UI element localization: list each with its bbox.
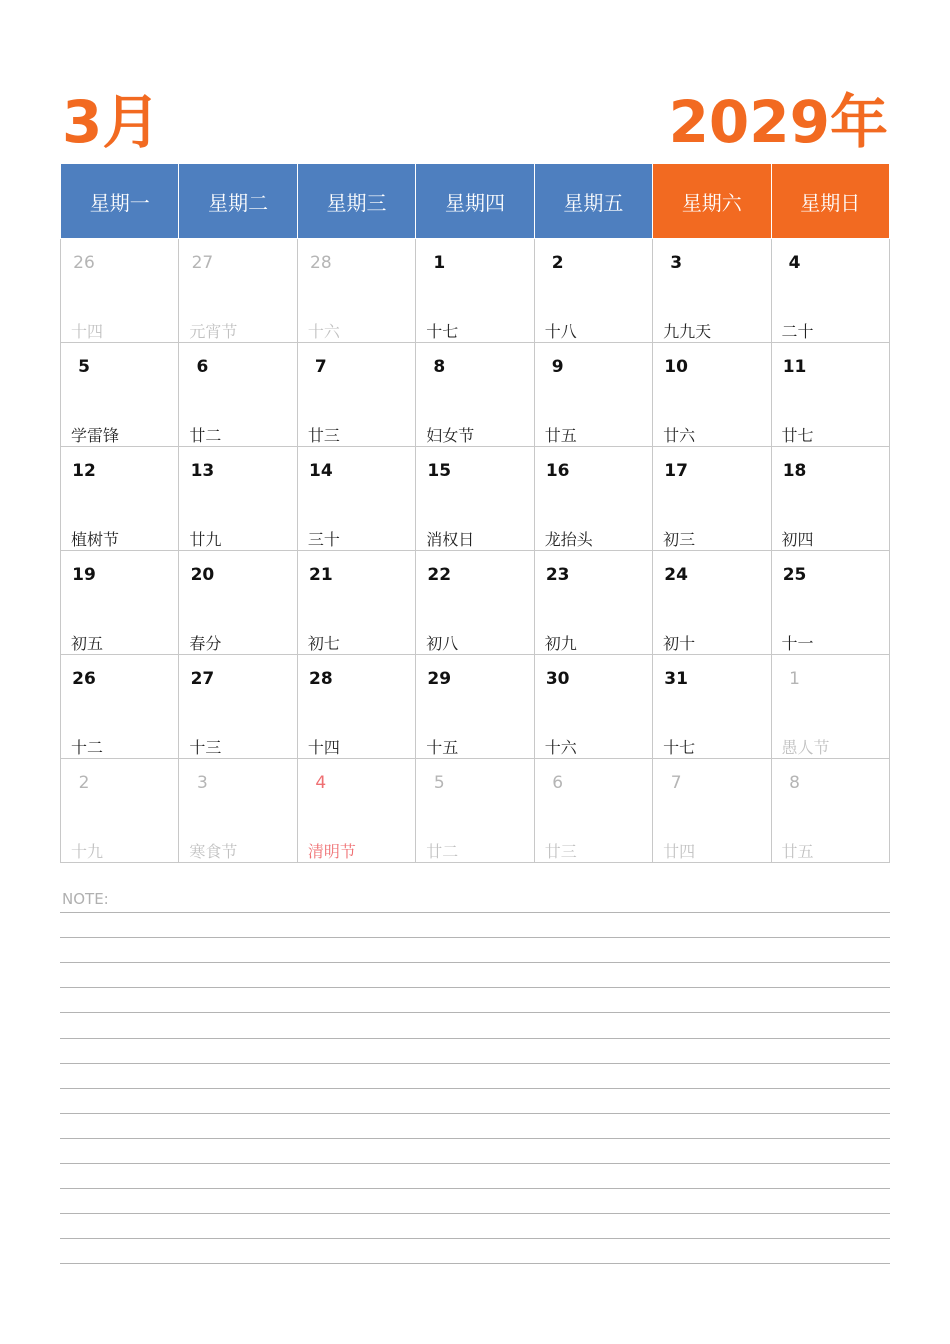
- day-cell[interactable]: [534, 239, 652, 343]
- lunar-label: 十七: [663, 738, 696, 757]
- day-number: 20: [190, 565, 215, 585]
- day-number: 15: [427, 461, 452, 481]
- day-cell-other-month[interactable]: [179, 759, 297, 863]
- weekday-header: 星期一: [61, 164, 179, 239]
- lunar-label: 消权日: [426, 530, 475, 549]
- lunar-label: 寒食节: [189, 842, 238, 861]
- day-number: 21: [309, 565, 333, 585]
- weekday-header: 星期五: [534, 164, 652, 239]
- lunar-label: 九九天: [663, 322, 712, 341]
- day-number: 14: [309, 461, 333, 481]
- day-number: 7: [670, 773, 682, 793]
- note-label: NOTE:: [62, 890, 109, 908]
- day-cell-other-month[interactable]: [771, 655, 889, 759]
- note-line: [60, 937, 890, 938]
- day-cell-other-month[interactable]: [771, 759, 889, 863]
- lunar-label: 三十: [307, 530, 340, 549]
- lunar-label: 十九: [71, 842, 104, 861]
- day-cell-other-month[interactable]: [297, 759, 415, 863]
- calendar-grid: [60, 163, 890, 863]
- day-cell[interactable]: [61, 655, 179, 759]
- day-cell[interactable]: [61, 447, 179, 551]
- day-number: 24: [664, 565, 688, 585]
- note-line: [60, 1012, 890, 1013]
- day-number: 27: [191, 253, 214, 273]
- day-number: 29: [427, 669, 452, 689]
- day-cell[interactable]: [416, 343, 534, 447]
- weekday-header-row: [61, 164, 890, 239]
- day-cell[interactable]: [653, 447, 771, 551]
- day-number: 26: [73, 253, 95, 273]
- day-cell[interactable]: [297, 655, 415, 759]
- day-number: 16: [545, 461, 570, 481]
- day-number: 5: [433, 773, 445, 793]
- day-cell[interactable]: [61, 551, 179, 655]
- day-cell[interactable]: [534, 343, 652, 447]
- day-number: 6: [196, 357, 209, 377]
- note-line: [60, 1038, 890, 1039]
- note-line: [60, 1263, 890, 1264]
- day-cell[interactable]: [534, 551, 652, 655]
- lunar-label: 廿三: [307, 426, 340, 445]
- day-number: 23: [545, 565, 570, 585]
- lunar-label: 清明节: [307, 842, 356, 861]
- day-cell[interactable]: [61, 343, 179, 447]
- day-number: 4: [315, 773, 327, 793]
- note-line: [60, 1213, 890, 1214]
- day-number: 2: [551, 253, 564, 273]
- lunar-label: 龙抬头: [544, 530, 593, 549]
- lunar-label: 廿四: [663, 842, 696, 861]
- lunar-label: 十六: [307, 322, 340, 341]
- day-number: 13: [190, 461, 215, 481]
- lunar-label: 十六: [544, 738, 577, 757]
- day-cell[interactable]: [653, 343, 771, 447]
- day-number: 3: [197, 773, 208, 793]
- lunar-label: 廿七: [781, 426, 814, 445]
- week-row: [61, 239, 890, 343]
- day-number: 31: [664, 669, 688, 689]
- lunar-label: 廿二: [189, 426, 222, 445]
- week-row: [61, 447, 890, 551]
- lunar-label: 十四: [71, 322, 104, 341]
- lunar-label: 初五: [71, 634, 104, 653]
- weekend-header: 星期日: [771, 164, 889, 239]
- day-cell-other-month[interactable]: [653, 759, 771, 863]
- day-number: 12: [72, 461, 96, 481]
- day-cell[interactable]: [771, 447, 889, 551]
- lunar-label: 廿二: [426, 842, 459, 861]
- day-cell[interactable]: [297, 343, 415, 447]
- day-number: 5: [78, 357, 90, 377]
- lunar-label: 十四: [307, 738, 340, 757]
- day-number: 22: [427, 565, 452, 585]
- day-number: 11: [782, 357, 807, 377]
- day-number: 17: [664, 461, 688, 481]
- month-title: 3月: [62, 88, 161, 156]
- lunar-label: 元宵节: [189, 322, 238, 341]
- lunar-label: 妇女节: [426, 426, 475, 445]
- lunar-label: 初十: [663, 634, 696, 653]
- lunar-label: 学雷锋: [71, 426, 120, 445]
- day-number: 1: [433, 253, 446, 273]
- day-number: 3: [670, 253, 683, 273]
- lunar-label: 春分: [189, 634, 222, 653]
- day-number: 2: [78, 773, 90, 793]
- day-cell[interactable]: [416, 551, 534, 655]
- day-cell-other-month[interactable]: [61, 239, 179, 343]
- day-number: 6: [552, 773, 564, 793]
- day-number: 8: [789, 773, 800, 793]
- day-number: 28: [309, 669, 333, 689]
- day-number: 18: [782, 461, 807, 481]
- day-cell-other-month[interactable]: [416, 759, 534, 863]
- day-number: 8: [433, 357, 446, 377]
- day-cell-other-month[interactable]: [534, 759, 652, 863]
- lunar-label: 初九: [544, 634, 577, 653]
- lunar-label: 十一: [781, 634, 814, 653]
- day-cell[interactable]: [653, 239, 771, 343]
- day-cell[interactable]: [179, 447, 297, 551]
- day-cell[interactable]: [416, 239, 534, 343]
- week-row: [61, 759, 890, 863]
- weekend-header: 星期六: [653, 164, 771, 239]
- year-title: 2029年: [668, 88, 888, 156]
- lunar-label: 二十: [781, 322, 814, 341]
- day-cell[interactable]: [653, 655, 771, 759]
- lunar-label: 廿九: [189, 530, 222, 549]
- note-line: [60, 1163, 890, 1164]
- week-row: [61, 655, 890, 759]
- day-cell[interactable]: [771, 551, 889, 655]
- day-cell[interactable]: [179, 655, 297, 759]
- day-number: 19: [72, 565, 96, 585]
- lunar-label: 十二: [71, 738, 104, 757]
- lunar-label: 廿五: [781, 842, 814, 861]
- day-cell[interactable]: [534, 447, 652, 551]
- lunar-label: 廿三: [544, 842, 577, 861]
- day-number: 7: [314, 357, 327, 377]
- day-cell[interactable]: [416, 655, 534, 759]
- note-line: [60, 987, 890, 988]
- note-line: [60, 912, 890, 913]
- day-cell[interactable]: [771, 343, 889, 447]
- lunar-label: 廿六: [663, 426, 696, 445]
- day-number: 26: [72, 669, 96, 689]
- lunar-label: 初三: [663, 530, 696, 549]
- weekday-header: 星期三: [297, 164, 415, 239]
- day-number: 10: [664, 357, 688, 377]
- lunar-label: 初八: [426, 634, 459, 653]
- day-cell-other-month[interactable]: [61, 759, 179, 863]
- note-line: [60, 1238, 890, 1239]
- lunar-label: 十八: [544, 322, 577, 341]
- note-line: [60, 962, 890, 963]
- day-cell[interactable]: [297, 551, 415, 655]
- note-line: [60, 1088, 890, 1089]
- lunar-label: 植树节: [71, 530, 120, 549]
- day-number: 27: [190, 669, 215, 689]
- day-cell[interactable]: [179, 551, 297, 655]
- note-line: [60, 1188, 890, 1189]
- day-number: 1: [789, 669, 800, 689]
- lunar-label: 愚人节: [781, 738, 830, 757]
- lunar-label: 十五: [426, 738, 459, 757]
- lunar-label: 廿五: [544, 426, 577, 445]
- day-cell[interactable]: [297, 447, 415, 551]
- week-row: [61, 551, 890, 655]
- note-line: [60, 1138, 890, 1139]
- lunar-label: 十七: [426, 322, 459, 341]
- note-line: [60, 1063, 890, 1064]
- day-cell[interactable]: [179, 343, 297, 447]
- lunar-label: 十三: [189, 738, 222, 757]
- day-cell[interactable]: [534, 655, 652, 759]
- day-number: 30: [545, 669, 570, 689]
- weekday-header: 星期二: [179, 164, 297, 239]
- day-cell[interactable]: [771, 239, 889, 343]
- lunar-label: 初七: [307, 634, 340, 653]
- note-line: [60, 1113, 890, 1114]
- day-cell-other-month[interactable]: [297, 239, 415, 343]
- day-number: 9: [551, 357, 564, 377]
- day-number: 28: [310, 253, 332, 273]
- lunar-label: 初四: [781, 530, 814, 549]
- day-cell[interactable]: [416, 447, 534, 551]
- day-cell[interactable]: [653, 551, 771, 655]
- day-number: 25: [782, 565, 807, 585]
- weekday-header: 星期四: [416, 164, 534, 239]
- day-number: 4: [788, 253, 801, 273]
- week-row: [61, 343, 890, 447]
- day-cell-other-month[interactable]: [179, 239, 297, 343]
